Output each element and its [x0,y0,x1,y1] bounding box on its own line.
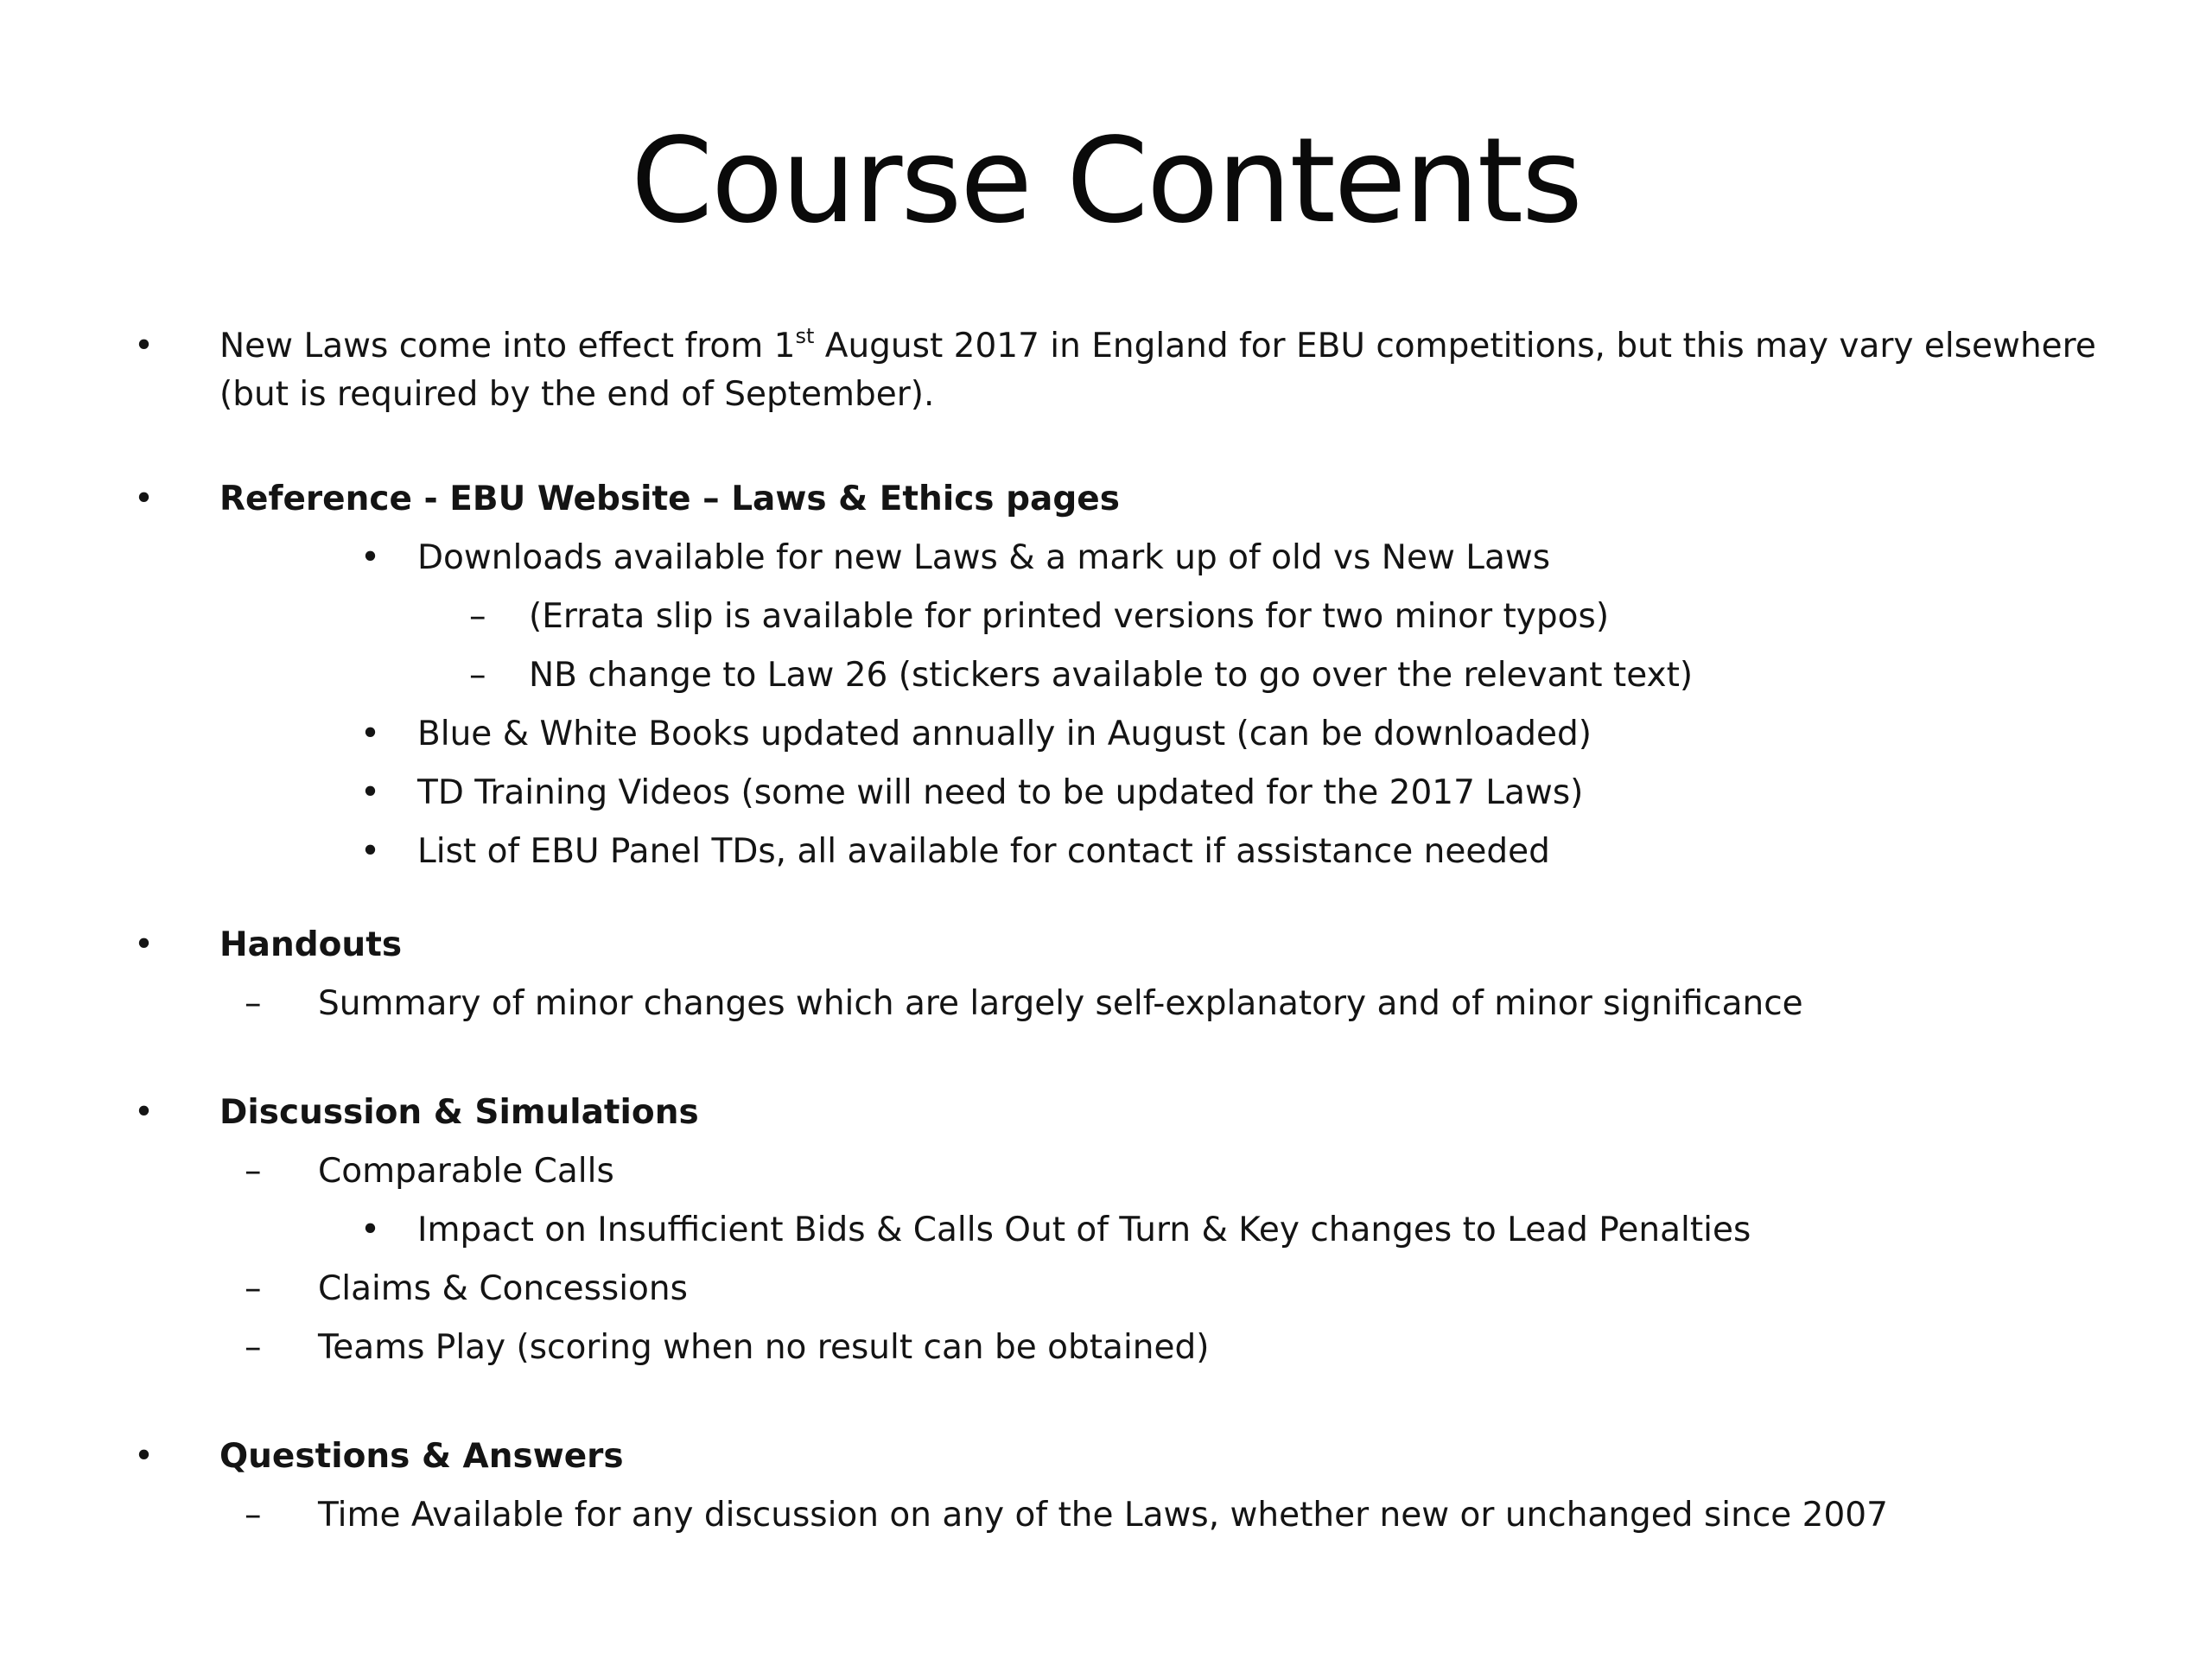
reference-item: NB change to Law 26 (stickers available to go over the relevant text) [529,656,1694,695]
sub-bullet-marker: • [360,715,381,753]
qa-item: Time Available for any discussion on any of the Laws, whether new or unchanged since 2007 [318,1496,1888,1535]
bullet-marker: • [134,1093,155,1132]
sub-bullet-marker: • [360,1211,381,1249]
slide-title: Course Contents [631,113,1581,250]
intro-text-start: New Laws come into effect from 1 [219,327,796,365]
bullet-marker: • [134,925,155,964]
discussion-item: Impact on Insufficient Bids & Calls Out of Turn & Key changes to Lead Penalties [417,1211,1751,1249]
discussion-item: Comparable Calls [318,1152,614,1191]
dash-marker: – [245,1152,262,1191]
discussion-heading: Discussion & Simulations [219,1093,699,1132]
reference-item: (Errata slip is available for printed versions for two minor typos) [529,597,1610,636]
dash-marker: – [245,984,262,1023]
reference-item: Downloads available for new Laws & a mark up of old vs New Laws [417,538,1551,577]
dash-marker: – [245,1496,262,1535]
intro-line-2: (but is required by the end of September). [219,375,935,414]
intro-line-1 [219,322,2096,371]
qa-heading: Questions & Answers [219,1437,624,1476]
reference-item: List of EBU Panel TDs, all available for contact if assistance needed [417,832,1550,871]
reference-heading: Reference - EBU Website – Laws & Ethics pages [219,480,1120,518]
handouts-item: Summary of minor changes which are largely self-explanatory and of minor significance [318,984,1803,1023]
bullet-marker: • [134,480,155,518]
reference-item: Blue & White Books updated annually in August (can be downloaded) [417,715,1592,753]
sub-bullet-marker: • [360,832,381,871]
bullet-marker: • [134,327,155,365]
dash-marker: – [469,597,486,636]
bullet-marker: • [134,1437,155,1476]
dash-marker: – [245,1328,262,1367]
ordinal-suffix: st [795,324,815,348]
discussion-item: Claims & Concessions [318,1269,688,1308]
handouts-heading: Handouts [219,925,403,964]
intro-text-end: August 2017 in England for EBU competitions, but this may vary elsewhere [814,327,2096,365]
reference-item: TD Training Videos (some will need to be updated for the 2017 Laws) [417,773,1584,812]
discussion-item: Teams Play (scoring when no result can be obtained) [318,1328,1210,1367]
sub-bullet-marker: • [360,538,381,577]
dash-marker: – [469,656,486,695]
dash-marker: – [245,1269,262,1308]
sub-bullet-marker: • [360,773,381,812]
